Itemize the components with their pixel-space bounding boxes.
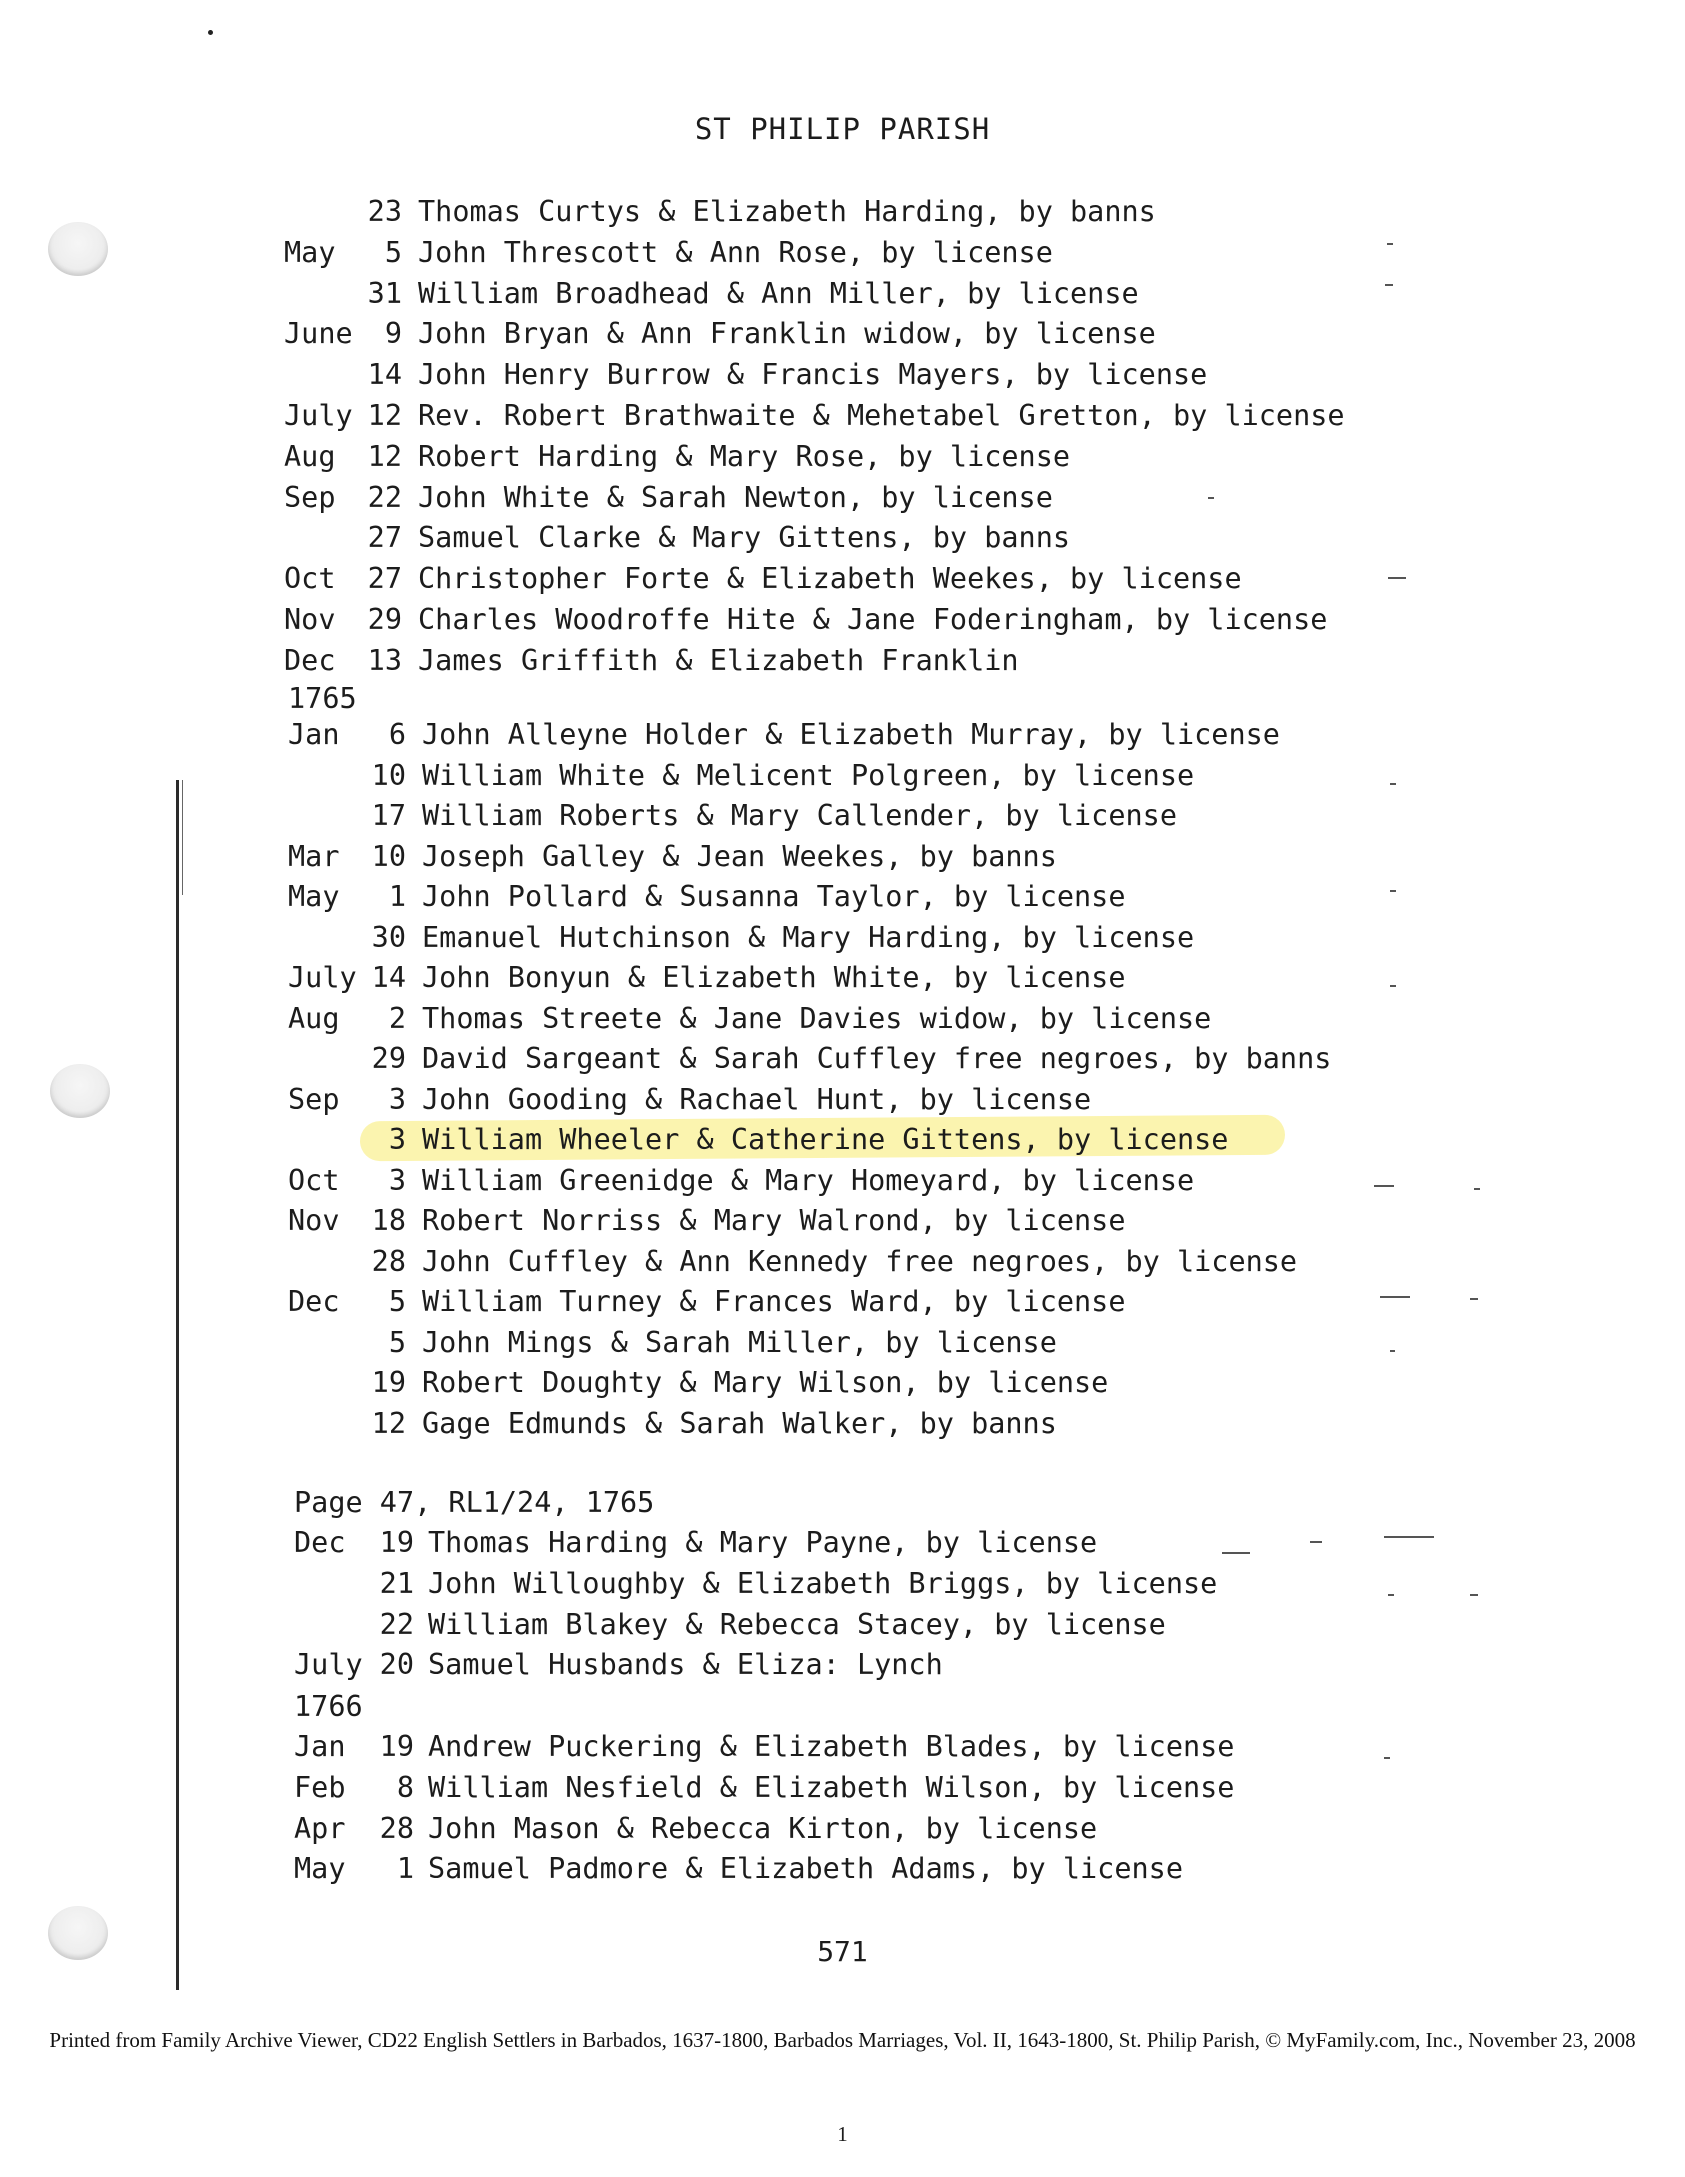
entry-month: July bbox=[294, 1648, 363, 1682]
entry-month: June bbox=[284, 317, 353, 351]
margin-dash bbox=[1385, 284, 1393, 286]
entry-day: 3 bbox=[388, 1082, 406, 1116]
margin-dash bbox=[1390, 890, 1396, 892]
entry-day: 3 bbox=[388, 1123, 406, 1156]
entry-names: John Bonyun & Elizabeth White, by license bbox=[422, 961, 1126, 994]
entry-names: David Sargeant & Sarah Cuffley free negroes, by banns bbox=[422, 1042, 1332, 1075]
binding-margin-line bbox=[176, 780, 179, 1990]
margin-dash bbox=[1374, 1185, 1394, 1187]
entry-names: Charles Woodroffe Hite & Jane Foderingham, by license bbox=[418, 603, 1328, 636]
entry-month: Aug bbox=[288, 1001, 340, 1035]
print-footer: Printed from Family Archive Viewer, CD22 English Settlers in Barbados, 1637-1800, Barbados Marriages, Vol. II, 1643-1800, St. Philip Parish, © MyFamily.com, Inc., November 23, 2008 bbox=[49, 2028, 1636, 2052]
entry-names: John White & Sarah Newton, by license bbox=[418, 480, 1053, 514]
entry-names: Samuel Clarke & Mary Gittens, by banns bbox=[418, 521, 1071, 555]
margin-dash bbox=[1380, 1296, 1410, 1298]
page-number: 571 bbox=[817, 1935, 868, 1968]
entry-names: Robert Norriss & Mary Walrond, by license bbox=[422, 1204, 1126, 1237]
entry-day: 19 bbox=[371, 1366, 406, 1399]
entry-day: 9 bbox=[384, 317, 402, 351]
entry-day: 18 bbox=[371, 1204, 406, 1237]
margin-dash bbox=[1387, 243, 1393, 245]
entry-month: Apr bbox=[294, 1811, 346, 1845]
entry-day: 12 bbox=[367, 399, 402, 432]
entry-day: 22 bbox=[367, 480, 402, 514]
entry-day: 23 bbox=[367, 195, 402, 228]
entry-names: John Henry Burrow & Francis Mayers, by license bbox=[418, 358, 1208, 392]
margin-dash bbox=[1470, 1298, 1478, 1300]
margin-dash bbox=[1310, 1541, 1322, 1543]
margin-dash bbox=[1388, 1594, 1394, 1596]
entry-day: 5 bbox=[388, 1325, 406, 1359]
entry-names: Gage Edmunds & Sarah Walker, by banns bbox=[422, 1406, 1057, 1440]
margin-dash bbox=[1208, 497, 1214, 499]
entry-day: 22 bbox=[379, 1607, 414, 1641]
entry-day: 17 bbox=[371, 799, 406, 832]
entry-day: 5 bbox=[384, 235, 402, 269]
binding-margin-tick bbox=[182, 780, 183, 895]
entry-names: Thomas Curtys & Elizabeth Harding, by banns bbox=[418, 195, 1156, 228]
entry-month: Mar bbox=[288, 839, 340, 873]
entry-names: Thomas Streete & Jane Davies widow, by license bbox=[422, 1001, 1212, 1035]
entry-month: Feb bbox=[294, 1770, 346, 1804]
entry-names: John Threscott & Ann Rose, by license bbox=[418, 235, 1053, 269]
entry-names: Christopher Forte & Elizabeth Weekes, by license bbox=[418, 562, 1242, 596]
margin-dash bbox=[1222, 1552, 1250, 1554]
entry-day: 29 bbox=[371, 1042, 406, 1075]
entry-names: William Turney & Frances Ward, by license bbox=[422, 1285, 1126, 1318]
entry-month: Oct bbox=[284, 562, 336, 596]
margin-dash bbox=[1390, 783, 1396, 785]
footer-page-number: 1 bbox=[837, 2122, 848, 2146]
entry-names: John Alleyne Holder & Elizabeth Murray, by license bbox=[422, 718, 1280, 751]
margin-dash bbox=[1390, 985, 1396, 987]
entry-day: 19 bbox=[379, 1526, 414, 1559]
margin-dash bbox=[1384, 1536, 1434, 1538]
entry-names: John Cuffley & Ann Kennedy free negroes, by license bbox=[422, 1244, 1298, 1278]
entry-day: 12 bbox=[371, 1406, 406, 1440]
entry-day: 6 bbox=[388, 718, 406, 751]
entry-day: 29 bbox=[367, 603, 402, 636]
entry-month: Dec bbox=[284, 643, 336, 677]
entry-day: 14 bbox=[371, 961, 406, 994]
entry-month: Dec bbox=[288, 1285, 340, 1318]
entry-day: 21 bbox=[379, 1566, 414, 1600]
entry-day: 27 bbox=[367, 562, 402, 596]
entry-names: Samuel Padmore & Elizabeth Adams, by license bbox=[428, 1852, 1183, 1886]
entry-names: James Griffith & Elizabeth Franklin bbox=[418, 643, 1019, 677]
margin-dash bbox=[1390, 1350, 1395, 1352]
entry-day: 27 bbox=[367, 521, 402, 555]
entry-names: William Roberts & Mary Callender, by license bbox=[422, 799, 1177, 832]
entry-day: 3 bbox=[388, 1163, 406, 1197]
entry-names: John Mings & Sarah Miller, by license bbox=[422, 1325, 1057, 1359]
entry-day: 31 bbox=[367, 276, 402, 310]
entry-names: Andrew Puckering & Elizabeth Blades, by license bbox=[428, 1730, 1235, 1763]
entry-names: Robert Harding & Mary Rose, by license bbox=[418, 439, 1071, 473]
entry-month: May bbox=[284, 235, 336, 269]
entry-names: William Broadhead & Ann Miller, by license bbox=[418, 276, 1139, 310]
entry-day: 20 bbox=[379, 1648, 414, 1682]
entry-day: 1 bbox=[388, 880, 406, 913]
entry-names: William Wheeler & Catherine Gittens, by license bbox=[422, 1123, 1229, 1156]
entry-names: Thomas Harding & Mary Payne, by license bbox=[428, 1526, 1098, 1559]
entry-names: John Pollard & Susanna Taylor, by license bbox=[422, 880, 1126, 913]
entry-day: 8 bbox=[396, 1770, 414, 1804]
entry-names: Robert Doughty & Mary Wilson, by license bbox=[422, 1366, 1109, 1399]
ink-speck bbox=[208, 30, 213, 35]
entry-day: 28 bbox=[379, 1811, 414, 1845]
entry-names: Rev. Robert Brathwaite & Mehetabel Gretton, by license bbox=[418, 399, 1345, 432]
entry-month: Oct bbox=[288, 1163, 340, 1197]
entry-month: Aug bbox=[284, 439, 336, 473]
margin-dash bbox=[1474, 1188, 1480, 1190]
entry-names: William Blakey & Rebecca Stacey, by license bbox=[428, 1607, 1166, 1641]
entry-day: 10 bbox=[371, 758, 406, 792]
entry-names: Emanuel Hutchinson & Mary Harding, by license bbox=[422, 920, 1195, 954]
entry-month: Sep bbox=[288, 1082, 340, 1116]
entry-names: Samuel Husbands & Eliza: Lynch bbox=[428, 1648, 943, 1682]
entry-month: Dec bbox=[294, 1526, 346, 1559]
entry-day: 14 bbox=[367, 358, 402, 392]
entry-day: 30 bbox=[371, 920, 406, 954]
punch-hole-top bbox=[48, 222, 108, 276]
entry-day: 2 bbox=[388, 1001, 406, 1035]
entry-month: Nov bbox=[284, 603, 336, 636]
entry-names: William White & Melicent Polgreen, by license bbox=[422, 758, 1195, 792]
entry-day: 5 bbox=[388, 1285, 406, 1318]
margin-dash bbox=[1388, 577, 1406, 579]
entry-day: 12 bbox=[367, 439, 402, 473]
entry-day: 13 bbox=[367, 643, 402, 677]
entry-names: John Bryan & Ann Franklin widow, by license bbox=[418, 317, 1156, 351]
punch-hole-middle bbox=[50, 1064, 110, 1118]
entry-month: Jan bbox=[294, 1730, 346, 1763]
page-reference: Page 47, RL1/24, 1765 bbox=[294, 1486, 655, 1519]
entry-names: John Mason & Rebecca Kirton, by license bbox=[428, 1811, 1098, 1845]
page-title: ST PHILIP PARISH bbox=[694, 112, 991, 146]
margin-dash bbox=[1384, 1757, 1390, 1759]
entry-month: Jan bbox=[288, 718, 340, 751]
margin-dash bbox=[1470, 1594, 1478, 1596]
entry-names: William Greenidge & Mary Homeyard, by license bbox=[422, 1163, 1195, 1197]
entry-day: 19 bbox=[379, 1730, 414, 1763]
entry-month: May bbox=[294, 1852, 346, 1886]
entry-day: 1 bbox=[396, 1852, 414, 1886]
entry-month: July bbox=[288, 961, 357, 994]
entry-month: Nov bbox=[288, 1204, 340, 1237]
entry-month: May bbox=[288, 880, 340, 913]
entry-day: 28 bbox=[371, 1244, 406, 1278]
entry-names: John Gooding & Rachael Hunt, by license bbox=[422, 1082, 1092, 1116]
entry-month: July bbox=[284, 399, 353, 432]
entry-day: 10 bbox=[371, 839, 406, 873]
entry-names: William Nesfield & Elizabeth Wilson, by license bbox=[428, 1770, 1235, 1804]
year-heading-1766: 1766 bbox=[294, 1690, 363, 1723]
entry-names: John Willoughby & Elizabeth Briggs, by license bbox=[428, 1566, 1218, 1600]
entry-names: Joseph Galley & Jean Weekes, by banns bbox=[422, 839, 1057, 873]
entry-month: Sep bbox=[284, 480, 336, 514]
year-heading-1765: 1765 bbox=[288, 682, 357, 715]
